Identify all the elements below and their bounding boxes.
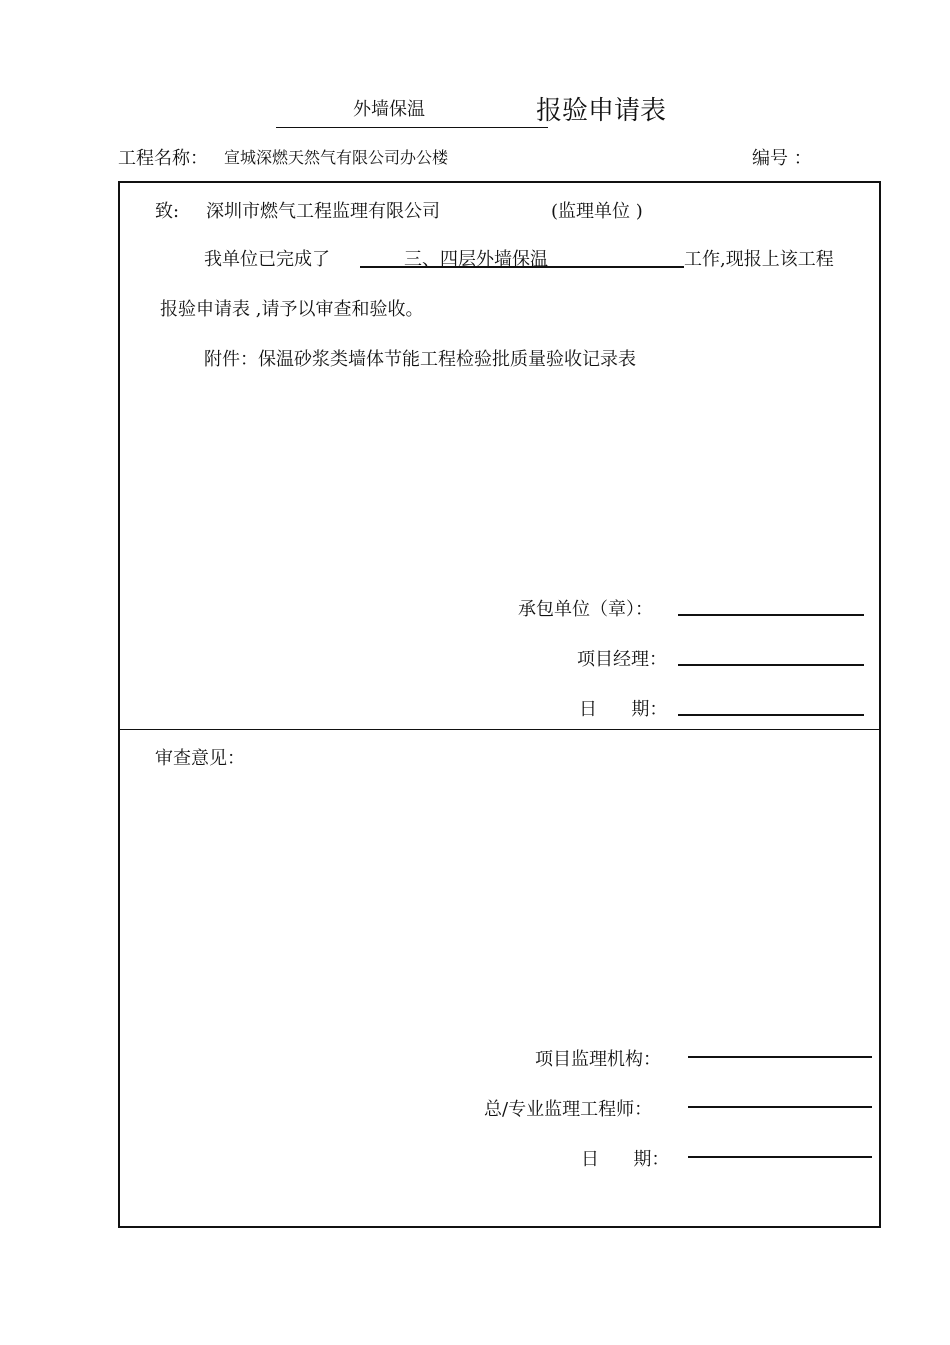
number-label: 编号 ： xyxy=(752,148,812,169)
completed-prefix: 我单位已完成了 xyxy=(204,249,330,270)
review-date-label: 日 期： xyxy=(581,1149,670,1170)
form-box xyxy=(118,181,881,1228)
supervising-engineer-label: 总/专业监理工程师： xyxy=(484,1099,653,1120)
to-recipient: 深圳市燃气工程监理有限公司 xyxy=(206,201,440,222)
supervision-org-label: 项目监理机构： xyxy=(535,1049,661,1070)
supervision-org-line[interactable] xyxy=(688,1056,872,1058)
form-divider xyxy=(118,729,879,730)
contractor-date-line[interactable] xyxy=(678,714,864,716)
to-recipient-role: (监理单位 ) xyxy=(551,201,643,222)
project-name-value: 宣城深燃天然气有限公司办公楼 xyxy=(224,148,449,167)
contractor-unit-label: 承包单位（章）： xyxy=(518,599,653,620)
completed-work-underline xyxy=(360,266,684,268)
form-title: 报验申请表 xyxy=(536,96,667,126)
to-label: 致: xyxy=(155,201,180,222)
supervising-engineer-line[interactable] xyxy=(688,1106,872,1108)
subject-underline xyxy=(276,127,548,128)
request-line: 报验申请表 ,请予以审查和验收。 xyxy=(160,299,424,320)
completed-suffix: 工作,现报上该工程 xyxy=(684,249,834,270)
project-name-label: 工程名称： xyxy=(118,148,208,169)
contractor-date-label: 日 期： xyxy=(579,699,668,720)
project-manager-line[interactable] xyxy=(678,664,864,666)
review-opinion-label: 审查意见： xyxy=(155,748,245,769)
attachment-line: 附件：保温砂浆类墙体节能工程检验批质量验收记录表 xyxy=(204,349,636,370)
completed-work: 三、四层外墙保温 xyxy=(404,249,548,270)
project-manager-label: 项目经理： xyxy=(577,649,667,670)
review-date-line[interactable] xyxy=(688,1156,872,1158)
contractor-unit-line[interactable] xyxy=(678,614,864,616)
subject-text: 外墙保温 xyxy=(353,99,425,120)
